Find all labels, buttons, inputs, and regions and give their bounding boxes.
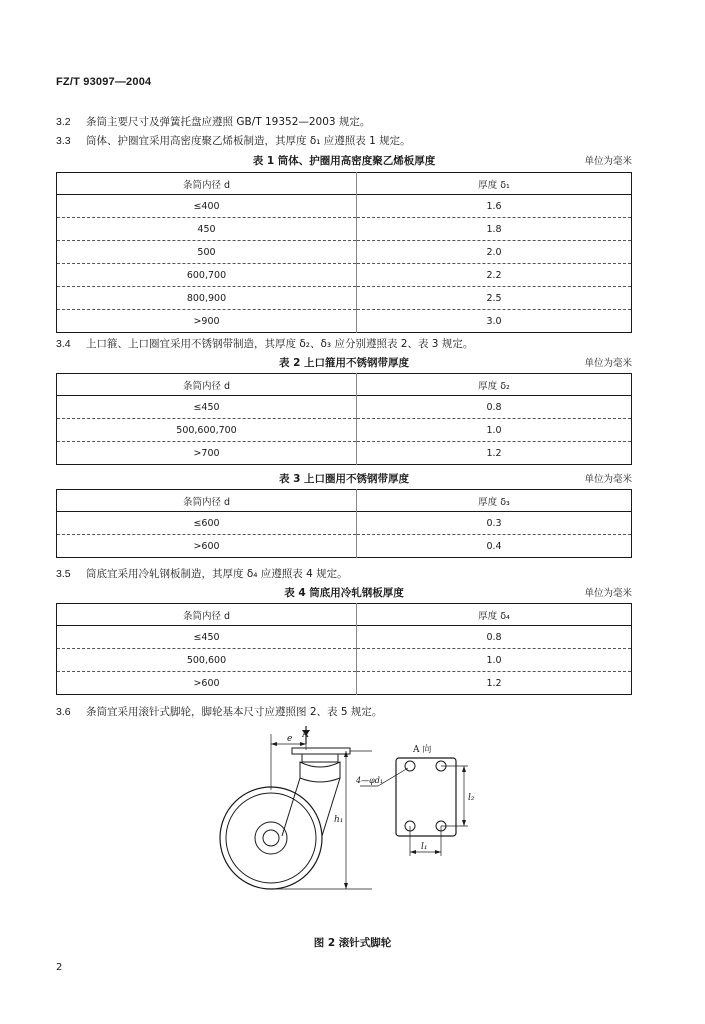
mounting-plate <box>292 748 350 754</box>
cell-diameter: 800,900 <box>186 292 227 304</box>
page-number: 2 <box>56 962 63 973</box>
cell-diameter: 600,700 <box>186 269 227 281</box>
wheel-hub <box>255 822 287 854</box>
table-unit: 单位为毫米 <box>584 588 632 599</box>
clause-text: 上口箍、上口圈宜采用不锈钢带制造，其厚度 δ₂、δ₃ 应分别遵照表 2、表 3 规定。 <box>86 338 474 350</box>
table-title: 表 1 筒体、护圈用高密度聚乙烯板厚度 <box>252 155 436 167</box>
cell-thickness: 2.5 <box>357 287 632 310</box>
label-dim-l1: l₁ <box>421 842 428 852</box>
wheel-axle <box>263 830 279 846</box>
cell-thickness: 0.3 <box>357 512 632 535</box>
column-header-thickness: 厚度 δ₁ <box>357 173 632 195</box>
cell-thickness: 1.2 <box>357 672 632 695</box>
clause-text: 筒体、护圈宜采用高密度聚乙烯板制造，其厚度 δ₁ 应遵照表 1 规定。 <box>86 135 411 147</box>
table-unit: 单位为毫米 <box>584 156 632 167</box>
label-section-a: A <box>302 730 309 740</box>
mount-hole <box>405 761 415 771</box>
cell-thickness: 2.0 <box>357 241 632 264</box>
cell-diameter: >700 <box>193 447 220 459</box>
cell-thickness: 0.4 <box>357 535 632 558</box>
clause-text: 条筒宜采用滚针式脚轮，脚轮基本尺寸应遵照图 2、表 5 规定。 <box>86 706 383 718</box>
cell-diameter: >600 <box>193 677 220 689</box>
wheel-outer <box>220 787 322 889</box>
label-dim-h1: h₁ <box>334 815 344 825</box>
cell-diameter: ≤450 <box>193 401 220 413</box>
cell-diameter: 500,600 <box>186 654 227 666</box>
cell-diameter: 450 <box>197 223 216 235</box>
label-dim-e: e <box>287 734 293 744</box>
label-dim-l2: l₂ <box>468 793 475 803</box>
cell-diameter: >600 <box>193 540 220 552</box>
clause-number: 3.2 <box>56 116 71 128</box>
cell-thickness: 1.0 <box>357 649 632 672</box>
table-unit: 单位为毫米 <box>584 358 632 369</box>
column-header-diameter: 条筒内径 d <box>182 496 231 508</box>
cell-diameter: >900 <box>193 315 220 327</box>
figure-caption: 图 2 滚针式脚轮 <box>313 937 392 949</box>
table-title: 表 4 筒底用冷轧钢板厚度 <box>284 587 404 599</box>
clause-number: 3.6 <box>56 706 71 718</box>
cell-diameter: ≤450 <box>193 631 220 643</box>
cell-thickness: 1.0 <box>357 419 632 442</box>
label-holes: 4—φd₁ <box>356 776 384 785</box>
cell-thickness: 1.8 <box>357 218 632 241</box>
wheel-tread <box>226 793 316 883</box>
table-unit: 单位为毫米 <box>584 474 632 485</box>
column-header-thickness: 厚度 δ₃ <box>357 490 632 512</box>
cell-diameter: ≤400 <box>193 200 220 212</box>
label-view-a: A 向 <box>413 745 432 755</box>
cell-thickness: 1.2 <box>357 442 632 465</box>
cell-diameter: ≤600 <box>193 517 220 529</box>
clause-number: 3.3 <box>56 135 71 147</box>
clause-text: 筒底宜采用冷轧钢板制造，其厚度 δ₄ 应遵照表 4 规定。 <box>86 568 348 580</box>
clause-text: 条筒主要尺寸及弹簧托盘应遵照 GB/T 19352—2003 规定。 <box>86 116 371 128</box>
column-header-diameter: 条筒内径 d <box>182 380 231 392</box>
column-header-diameter: 条筒内径 d <box>182 610 231 622</box>
column-header-thickness: 厚度 δ₄ <box>357 604 632 626</box>
cell-thickness: 3.0 <box>357 310 632 333</box>
column-header-diameter: 条筒内径 d <box>182 179 231 191</box>
standard-code: FZ/T 93097—2004 <box>56 76 152 88</box>
table-title: 表 2 上口箍用不锈钢带厚度 <box>278 357 410 369</box>
cell-diameter: 500 <box>197 246 216 258</box>
cell-thickness: 0.8 <box>357 396 632 419</box>
clause-number: 3.5 <box>56 568 71 580</box>
cell-diameter: 500,600,700 <box>176 424 237 436</box>
cell-thickness: 1.6 <box>357 195 632 218</box>
swivel-bearing <box>302 754 338 762</box>
cell-thickness: 0.8 <box>357 626 632 649</box>
clause-number: 3.4 <box>56 338 71 350</box>
cell-thickness: 2.2 <box>357 264 632 287</box>
column-header-thickness: 厚度 δ₂ <box>357 374 632 396</box>
swivel-housing <box>300 762 340 782</box>
table-title: 表 3 上口圈用不锈钢带厚度 <box>278 473 410 485</box>
